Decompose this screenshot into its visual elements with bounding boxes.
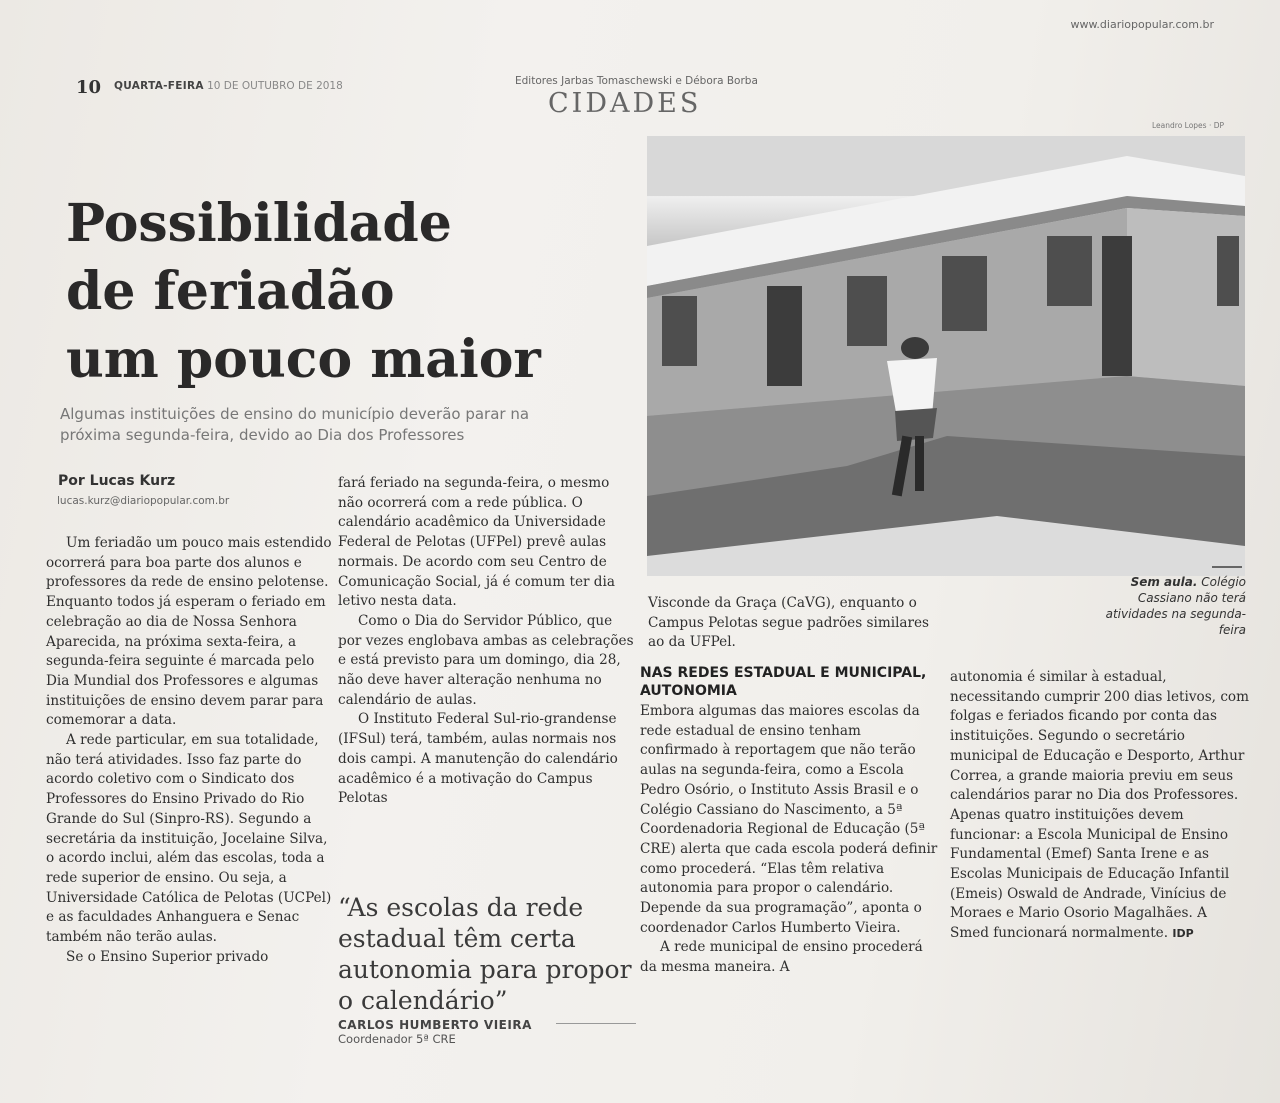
site-url: www.diariopopular.com.br	[1070, 18, 1214, 31]
headline-line: de feriadão	[66, 261, 395, 322]
pull-quote-text: “As escolas da rede estadual têm certa autonomia para propor o calendário”	[338, 893, 632, 1015]
headline	[66, 190, 626, 394]
paragraph: A rede particular, em sua totalidade, não terá atividades. Isso faz parte do acordo coletivo com o Sindicato dos Professores do Ensino Privado do Rio Grande do Sul (Sinpro-RS). Segundo a secretária da instituição, Jocelaine Silva, o acordo inclui, além das escolas, toda a rede superior de ensino. Ou seja, a Universidade Católica de Pelotas (UCPel) e as faculdades Anhanguera e Senac também não terão aulas.	[46, 732, 332, 946]
paragraph: Como o Dia do Servidor Público, que por vezes englobava ambas as celebrações e está previsto para um domingo, dia 28, não deve haver alteração nenhuma no calendário de aulas.	[338, 612, 634, 708]
column-3-top: Visconde da Graça (CaVG), enquanto o Campus Pelotas segue padrões similares ao da UFPel.	[648, 595, 930, 651]
column-3	[640, 664, 938, 978]
pull-quote-role: Coordenador 5ª CRE	[338, 1032, 456, 1046]
pull-quote-name: CARLOS HUMBERTO VIEIRA	[338, 1018, 532, 1032]
paragraph	[950, 668, 1250, 944]
headline-line: Possibilidade	[66, 193, 452, 254]
paragraph: O Instituto Federal Sul-rio-grandense (IFSul) terá, também, aulas normais nos dois campi. A manutenção do calendário acadêmico é a motivação do Campus Pelotas	[338, 711, 618, 807]
deck: Algumas instituições de ensino do município deverão parar na próxima segunda-feira, devido ao Dia dos Professores	[60, 405, 530, 444]
pull-quote-rule	[556, 1023, 636, 1024]
photo-caption-text: Colégio Cassiano não terá atividades na segunda-feira	[1105, 575, 1246, 637]
paragraph: A rede municipal de ensino procederá da mesma maneira. A	[640, 939, 923, 976]
column-4	[950, 668, 1250, 944]
column-2	[338, 474, 634, 809]
photo-caption	[1100, 574, 1246, 638]
dateline	[114, 80, 343, 92]
section-title: CIDADES	[548, 88, 702, 119]
paragraph: Embora algumas das maiores escolas da rede estadual de ensino tenham confirmado à reportagem que não terão aulas na segunda-feira, como a Escola Pedro Osório, o Instituto Assis Brasil e o Colégio Cassiano do Nascimento, a 5ª Coordenadoria Regional de Educação (5ª CRE) alerta que cada escola poderá definir como procederá. “Elas têm relativa autonomia para propor o calendário. Depende da sua programação”, aponta o coordenador Carlos Humberto Vieira.	[640, 703, 938, 936]
photo-caption-lead: Sem aula.	[1130, 575, 1198, 589]
signoff: IDP	[1172, 927, 1194, 941]
subhead: NAS REDES ESTADUAL E MUNICIPAL, AUTONOMIA	[640, 665, 927, 699]
weekday: QUARTA-FEIRA	[114, 80, 204, 92]
editors-line: Editores Jarbas Tomaschewski e Débora Borba	[515, 75, 758, 87]
caption-rule	[1212, 566, 1242, 568]
author-email[interactable]: lucas.kurz@diariopopular.com.br	[57, 495, 230, 507]
photo-credit: Leandro Lopes · DP	[1152, 121, 1225, 130]
paragraph: fará feriado na segunda-feira, o mesmo não ocorrerá com a rede pública. O calendário acadêmico da Universidade Federal de Pelotas (UFPel) prevê aulas normais. De acordo com seu Centro de Comunicação Social, já é comum ter dia letivo nesta data.	[338, 475, 615, 610]
paragraph-text: autonomia é similar à estadual, necessitando cumprir 200 dias letivos, com folgas e feriados ficando por conta das instituições. Segundo o secretário municipal de Educação e Desporto, Arthur Correa, a grande maioria previu em seus calendários parar no Dia dos Professores. Apenas quatro instituições devem funcionar: a Escola Municipal de Ensino Fundamental (Emef) Santa Irene e as Escolas Municipais de Educação Infantil (Emeis) Oswald de Andrade, Vinícius de Moraes e Mario Osorio Magalhães. A Smed funcionará normalmente.	[950, 669, 1250, 942]
school-photo	[647, 136, 1245, 576]
school-building-illustration	[647, 136, 1245, 576]
page-number: 10	[76, 77, 102, 98]
paragraph: Um feriadão um pouco mais estendido ocorrerá para boa parte dos alunos e professores da rede de ensino pelotense. Enquanto todos já esperam o feriado em celebração ao dia de Nossa Senhora Aparecida, na próxima sexta-feira, a segunda-feira seguinte é marcada pelo Dia Mundial dos Professores e algumas instituições de ensino devem parar para comemorar a data.	[46, 535, 332, 729]
pull-quote	[338, 892, 638, 1046]
headline-line: um pouco maior	[66, 329, 541, 390]
column-1	[46, 534, 334, 967]
paragraph: Se o Ensino Superior privado	[66, 948, 269, 965]
byline: Por Lucas Kurz	[58, 473, 176, 489]
date: 10 DE OUTUBRO DE 2018	[207, 80, 343, 92]
